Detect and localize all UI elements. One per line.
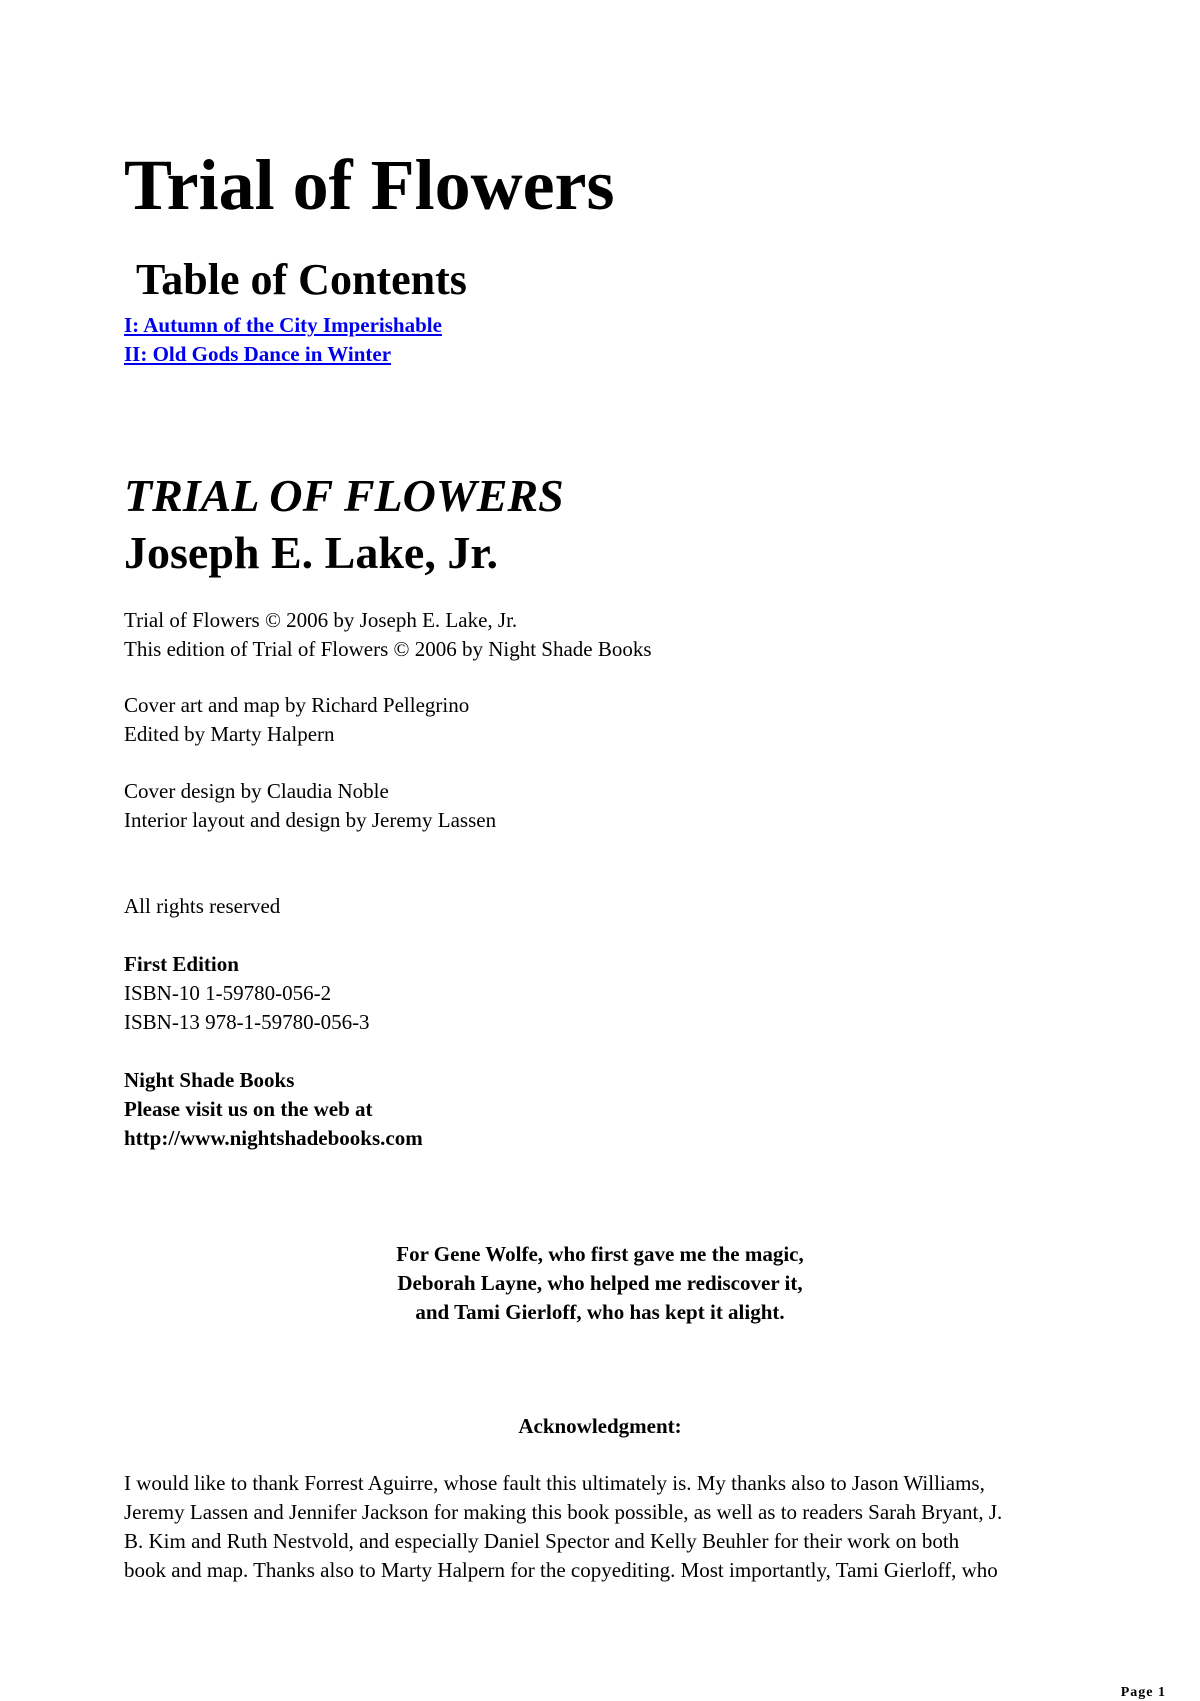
isbn-line: ISBN-10 1-59780-056-2 xyxy=(124,981,332,1005)
acknowledgment-line: I would like to thank Forrest Aguirre, whose fault this ultimately is. My thanks also to Jason Williams, xyxy=(124,1471,985,1495)
publisher-visit-text: Please visit us on the web at xyxy=(124,1097,373,1121)
publisher-url: http://www.nightshadebooks.com xyxy=(124,1126,423,1150)
dedication-line: For Gene Wolfe, who first gave me the magic, xyxy=(396,1242,804,1266)
acknowledgment-line: book and map. Thanks also to Marty Halpern for the copyediting. Most importantly, Tami Gierloff, who xyxy=(124,1558,998,1582)
isbn-line: ISBN-13 978-1-59780-056-3 xyxy=(124,1010,370,1034)
dedication-line: and Tami Gierloff, who has kept it alight. xyxy=(415,1300,785,1324)
document-title: Trial of Flowers xyxy=(124,145,615,225)
book-title: TRIAL OF FLOWERS xyxy=(124,470,564,521)
credit-line: Cover art and map by Richard Pellegrino xyxy=(124,693,470,717)
rights-text: All rights reserved xyxy=(124,894,281,918)
page-number: Page 1 xyxy=(1120,1685,1166,1700)
credit-line: Edited by Marty Halpern xyxy=(124,722,335,746)
acknowledgment-heading: Acknowledgment: xyxy=(518,1414,682,1438)
credit-line: Interior layout and design by Jeremy Lassen xyxy=(124,808,497,832)
credit-line: Cover design by Claudia Noble xyxy=(124,779,389,803)
acknowledgment-line: Jeremy Lassen and Jennifer Jackson for making this book possible, as well as to readers Sarah Bryant, J. xyxy=(124,1500,1003,1524)
edition-label: First Edition xyxy=(124,952,239,976)
toc-link-part-1[interactable]: I: Autumn of the City Imperishable xyxy=(124,313,442,337)
dedication-line: Deborah Layne, who helped me rediscover it, xyxy=(397,1271,803,1295)
copyright-line: This edition of Trial of Flowers © 2006 by Night Shade Books xyxy=(124,637,652,661)
toc-link-part-2[interactable]: II: Old Gods Dance in Winter xyxy=(124,342,392,366)
toc-heading: Table of Contents xyxy=(136,255,467,304)
author-name: Joseph E. Lake, Jr. xyxy=(124,527,499,578)
copyright-line: Trial of Flowers © 2006 by Joseph E. Lake, Jr. xyxy=(124,608,518,632)
acknowledgment-line: B. Kim and Ruth Nestvold, and especially Daniel Spector and Kelly Beuhler for their work on both xyxy=(124,1529,960,1553)
publisher-name: Night Shade Books xyxy=(124,1068,295,1092)
